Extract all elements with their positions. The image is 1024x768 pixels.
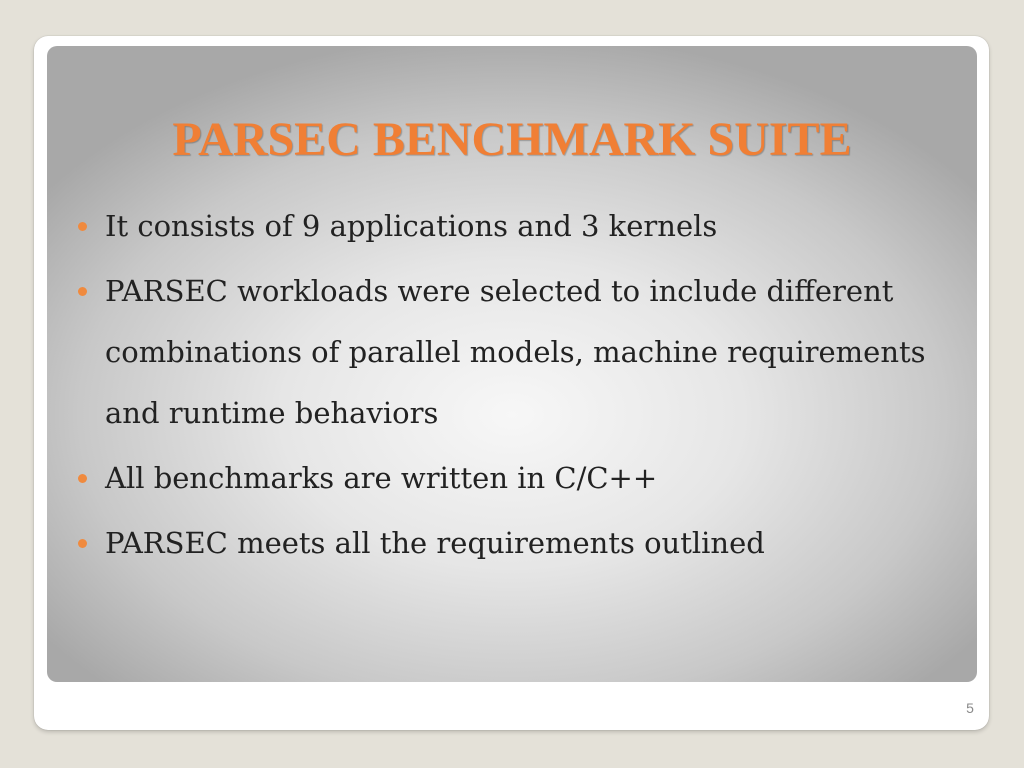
bullet-dot-icon — [78, 287, 87, 296]
page-number: 5 — [966, 700, 974, 716]
bullet-item — [78, 196, 948, 257]
bullet-text: It consists of 9 applications and 3 kernels — [105, 209, 718, 243]
bullet-list — [78, 196, 948, 578]
bullet-item — [78, 513, 948, 574]
bullet-text: PARSEC workloads were selected to include different combinations of parallel models, machine requirements and runtime behaviors — [105, 274, 926, 430]
slide-title: PARSEC BENCHMARK SUITE — [172, 113, 852, 167]
bullet-item — [78, 448, 948, 509]
bullet-dot-icon — [78, 222, 87, 231]
bullet-text: PARSEC meets all the requirements outlined — [105, 526, 765, 560]
bullet-item — [78, 261, 948, 444]
bullet-text: All benchmarks are written in C/C++ — [105, 461, 658, 495]
bullet-dot-icon — [78, 539, 87, 548]
bullet-dot-icon — [78, 474, 87, 483]
